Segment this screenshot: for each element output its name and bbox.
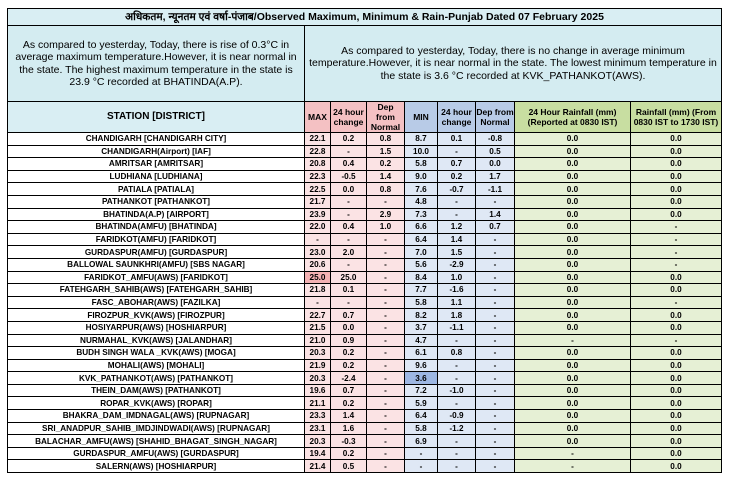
max-change: -0.5	[331, 170, 367, 183]
rain-day: 0.0	[631, 447, 722, 460]
max-temp: 20.3	[305, 372, 331, 385]
min-dep: 0.5	[476, 145, 515, 158]
rain-day: 0.0	[631, 410, 722, 423]
max-dep: -	[367, 397, 405, 410]
max-change: -	[331, 195, 367, 208]
table-row	[8, 208, 722, 221]
min-dep: -	[476, 384, 515, 397]
station-name: FASC_ABOHAR(AWS) [FAZILKA]	[8, 296, 305, 309]
max-dep: -	[367, 271, 405, 284]
min-temp: 6.6	[405, 221, 438, 234]
rain-day: -	[631, 296, 722, 309]
max-change: 0.0	[331, 183, 367, 196]
max-dep: 1.5	[367, 145, 405, 158]
min-dep: -	[476, 195, 515, 208]
max-change: 0.7	[331, 384, 367, 397]
max-temp: 21.1	[305, 397, 331, 410]
column-header-row	[8, 102, 722, 133]
min-dep: 1.4	[476, 208, 515, 221]
table-row	[8, 133, 722, 146]
min-temp: -	[405, 460, 438, 473]
min-dep: 1.7	[476, 170, 515, 183]
max-temp: 20.3	[305, 347, 331, 360]
header-max-change: 24 hour change	[331, 102, 367, 133]
max-dep: -	[367, 246, 405, 259]
rain-day: 0.0	[631, 183, 722, 196]
min-change: 1.8	[438, 309, 476, 322]
max-temp: 22.7	[305, 309, 331, 322]
min-temp: 4.8	[405, 195, 438, 208]
max-change: 0.4	[331, 158, 367, 171]
min-temp: 9.0	[405, 170, 438, 183]
rain-24h: 0.0	[515, 435, 631, 448]
min-temp: 5.8	[405, 422, 438, 435]
table-row	[8, 347, 722, 360]
min-dep: -	[476, 309, 515, 322]
min-change: -	[438, 397, 476, 410]
min-dep: -	[476, 347, 515, 360]
max-dep: -	[367, 359, 405, 372]
min-temp: 9.6	[405, 359, 438, 372]
rain-24h: 0.0	[515, 284, 631, 297]
min-temp: 6.1	[405, 347, 438, 360]
station-name: BHATINDA(A.P) [AIRPORT]	[8, 208, 305, 221]
rain-24h: 0.0	[515, 221, 631, 234]
table-row	[8, 422, 722, 435]
min-temp-summary: As compared to yesterday, Today, there is no change in average minimum temperature.However, it is near normal in the state. The lowest minimum temperature in the state is 3.6 °C recorded at KVK_PATHANKOT(AWS).	[305, 26, 722, 102]
table-row	[8, 170, 722, 183]
station-name: CHANDIGARH [CHANDIGARH CITY]	[8, 133, 305, 146]
max-change: -	[331, 258, 367, 271]
max-temp: 21.4	[305, 460, 331, 473]
header-station: STATION [DISTRICT]	[8, 102, 305, 133]
max-dep: -	[367, 296, 405, 309]
min-change: -1.1	[438, 321, 476, 334]
station-name: FARIDKOT_AMFU(AWS) [FARIDKOT]	[8, 271, 305, 284]
table-row	[8, 284, 722, 297]
report-title: अधिकतम, न्यूनतम एवं वर्षा-पंजाब/Observed Maximum, Minimum & Rain-Punjab Dated 07 February 2025	[8, 9, 722, 26]
max-dep: -	[367, 460, 405, 473]
max-temp: 22.8	[305, 145, 331, 158]
rain-day: 0.0	[631, 435, 722, 448]
min-change: -	[438, 460, 476, 473]
max-dep: -	[367, 347, 405, 360]
rain-24h: 0.0	[515, 195, 631, 208]
rain-24h: 0.0	[515, 158, 631, 171]
min-change: 1.0	[438, 271, 476, 284]
max-change: -0.3	[331, 435, 367, 448]
min-change: 0.8	[438, 347, 476, 360]
station-name: FARIDKOT(AMFU) [FARIDKOT]	[8, 233, 305, 246]
min-dep: -	[476, 397, 515, 410]
min-change: 0.1	[438, 133, 476, 146]
min-dep: -	[476, 422, 515, 435]
header-rain-day: Rainfall (mm) (From 0830 IST to 1730 IST)	[631, 102, 722, 133]
max-dep: 0.2	[367, 158, 405, 171]
rain-24h: 0.0	[515, 170, 631, 183]
max-dep: -	[367, 233, 405, 246]
max-dep: 1.0	[367, 221, 405, 234]
max-dep: -	[367, 284, 405, 297]
min-change: 0.2	[438, 170, 476, 183]
max-temp: 21.7	[305, 195, 331, 208]
station-name: PATHANKOT [PATHANKOT]	[8, 195, 305, 208]
min-change: -0.7	[438, 183, 476, 196]
min-dep: -	[476, 233, 515, 246]
table-row	[8, 258, 722, 271]
station-name: HOSIYARPUR(AWS) [HOSHIARPUR]	[8, 321, 305, 334]
min-dep: -	[476, 372, 515, 385]
min-dep: -	[476, 410, 515, 423]
min-dep: -	[476, 271, 515, 284]
station-name: BALLOWAL SAUNKHRI(AMFU) [SBS NAGAR]	[8, 258, 305, 271]
rain-day: -	[631, 233, 722, 246]
min-change: 1.5	[438, 246, 476, 259]
table-row	[8, 372, 722, 385]
max-temp: 22.3	[305, 170, 331, 183]
rain-day: 0.0	[631, 145, 722, 158]
rain-day: 0.0	[631, 158, 722, 171]
min-change: -	[438, 359, 476, 372]
min-dep: -	[476, 296, 515, 309]
max-change: 0.2	[331, 397, 367, 410]
max-temp: 22.0	[305, 221, 331, 234]
max-temp: 23.0	[305, 246, 331, 259]
table-row	[8, 321, 722, 334]
rain-24h: 0.0	[515, 372, 631, 385]
header-min: MIN	[405, 102, 438, 133]
table-row	[8, 435, 722, 448]
min-temp: 5.6	[405, 258, 438, 271]
max-change: 0.2	[331, 447, 367, 460]
min-change: -1.2	[438, 422, 476, 435]
rain-24h: -	[515, 460, 631, 473]
max-temp: 23.9	[305, 208, 331, 221]
max-change: 0.5	[331, 460, 367, 473]
station-name: CHANDIGARH(Airport) [IAF]	[8, 145, 305, 158]
rain-24h: -	[515, 334, 631, 347]
min-temp: 7.2	[405, 384, 438, 397]
min-change: -1.6	[438, 284, 476, 297]
table-row	[8, 410, 722, 423]
table-row	[8, 359, 722, 372]
table-row	[8, 334, 722, 347]
min-temp: 8.4	[405, 271, 438, 284]
min-temp: 6.4	[405, 410, 438, 423]
rain-24h: 0.0	[515, 410, 631, 423]
min-change: -1.0	[438, 384, 476, 397]
min-temp: 3.6	[405, 372, 438, 385]
station-name: GURDASPUR(AMFU) [GURDASPUR]	[8, 246, 305, 259]
table-row	[8, 158, 722, 171]
table-row	[8, 271, 722, 284]
station-name: NURMAHAL_KVK(AWS) [JALANDHAR]	[8, 334, 305, 347]
min-dep: -	[476, 284, 515, 297]
rain-24h: 0.0	[515, 258, 631, 271]
max-temp-summary: As compared to yesterday, Today, there is rise of 0.3°C in average maximum temperature.However, it is near normal in the state. The highest maximum temperature in the state is 23.9 °C recorded at BHATINDA(A.P).	[8, 26, 305, 102]
max-temp: 21.9	[305, 359, 331, 372]
rain-24h: 0.0	[515, 246, 631, 259]
rain-24h: 0.0	[515, 359, 631, 372]
min-dep: 0.7	[476, 221, 515, 234]
rain-day: 0.0	[631, 460, 722, 473]
min-temp: 5.9	[405, 397, 438, 410]
max-dep: -	[367, 321, 405, 334]
min-dep: -	[476, 321, 515, 334]
max-temp: 23.3	[305, 410, 331, 423]
station-name: GURDASPUR_AMFU(AWS) [GURDASPUR]	[8, 447, 305, 460]
table-row	[8, 397, 722, 410]
min-temp: 5.8	[405, 296, 438, 309]
max-temp: 25.0	[305, 271, 331, 284]
max-change: 1.6	[331, 422, 367, 435]
table-row	[8, 195, 722, 208]
max-change: 1.4	[331, 410, 367, 423]
rain-day: 0.0	[631, 372, 722, 385]
header-max-dep: Dep from Normal	[367, 102, 405, 133]
max-dep: -	[367, 447, 405, 460]
min-change: -	[438, 334, 476, 347]
station-name: ROPAR_KVK(AWS) [ROPAR]	[8, 397, 305, 410]
rain-24h: 0.0	[515, 296, 631, 309]
rain-24h: 0.0	[515, 233, 631, 246]
max-dep: -	[367, 422, 405, 435]
rain-day: -	[631, 246, 722, 259]
max-temp: 20.6	[305, 258, 331, 271]
rain-day: 0.0	[631, 195, 722, 208]
max-temp: 19.4	[305, 447, 331, 460]
min-temp: 4.7	[405, 334, 438, 347]
max-dep: 0.8	[367, 183, 405, 196]
max-change: 25.0	[331, 271, 367, 284]
table-row	[8, 145, 722, 158]
min-dep: -	[476, 435, 515, 448]
max-change: 0.2	[331, 359, 367, 372]
station-name: SALERN(AWS) [HOSHIARPUR]	[8, 460, 305, 473]
header-max: MAX	[305, 102, 331, 133]
min-change: -	[438, 195, 476, 208]
rain-24h: -	[515, 447, 631, 460]
max-dep: -	[367, 334, 405, 347]
rain-day: 0.0	[631, 271, 722, 284]
min-change: -	[438, 208, 476, 221]
max-change: 0.4	[331, 221, 367, 234]
min-change: -	[438, 145, 476, 158]
rain-day: -	[631, 221, 722, 234]
table-row	[8, 447, 722, 460]
min-temp: 5.8	[405, 158, 438, 171]
max-dep: -	[367, 195, 405, 208]
table-row	[8, 221, 722, 234]
station-name: BHATINDA(AMFU) [BHATINDA]	[8, 221, 305, 234]
max-dep: -	[367, 258, 405, 271]
station-name: PATIALA [PATIALA]	[8, 183, 305, 196]
station-name: SRI_ANADPUR_SAHIB_IMDJINDWADI(AWS) [RUPNAGAR]	[8, 422, 305, 435]
min-change: -	[438, 447, 476, 460]
min-temp: 6.4	[405, 233, 438, 246]
max-temp: 21.5	[305, 321, 331, 334]
min-change: -	[438, 372, 476, 385]
min-temp: 7.7	[405, 284, 438, 297]
max-dep: -	[367, 309, 405, 322]
min-temp: 8.7	[405, 133, 438, 146]
rain-24h: 0.0	[515, 347, 631, 360]
weather-report	[7, 8, 721, 473]
rain-day: 0.0	[631, 359, 722, 372]
table-row	[8, 309, 722, 322]
min-temp: 3.7	[405, 321, 438, 334]
rain-24h: 0.0	[515, 321, 631, 334]
min-temp: 7.6	[405, 183, 438, 196]
max-change: 2.0	[331, 246, 367, 259]
station-name: THEIN_DAM(AWS) [PATHANKOT]	[8, 384, 305, 397]
table-row	[8, 296, 722, 309]
min-temp: 6.9	[405, 435, 438, 448]
min-dep: -0.8	[476, 133, 515, 146]
table-row	[8, 246, 722, 259]
min-temp: -	[405, 447, 438, 460]
max-dep: -	[367, 435, 405, 448]
min-change: -0.9	[438, 410, 476, 423]
station-name: AMRITSAR [AMRITSAR]	[8, 158, 305, 171]
rain-day: 0.0	[631, 133, 722, 146]
max-change: -	[331, 296, 367, 309]
rain-24h: 0.0	[515, 208, 631, 221]
min-temp: 7.0	[405, 246, 438, 259]
min-temp: 10.0	[405, 145, 438, 158]
max-change: -	[331, 233, 367, 246]
max-temp: -	[305, 233, 331, 246]
min-dep: -	[476, 246, 515, 259]
rain-24h: 0.0	[515, 183, 631, 196]
rain-24h: 0.0	[515, 397, 631, 410]
max-change: 0.2	[331, 133, 367, 146]
rain-24h: 0.0	[515, 133, 631, 146]
header-min-change: 24 hour change	[438, 102, 476, 133]
rain-day: 0.0	[631, 208, 722, 221]
rain-day: 0.0	[631, 397, 722, 410]
station-name: BALACHAR_AMFU(AWS) [SHAHID_BHAGAT_SINGH_NAGAR]	[8, 435, 305, 448]
max-temp: 21.8	[305, 284, 331, 297]
max-dep: 2.9	[367, 208, 405, 221]
station-name: LUDHIANA [LUDHIANA]	[8, 170, 305, 183]
min-change: 1.1	[438, 296, 476, 309]
min-temp: 7.3	[405, 208, 438, 221]
rain-24h: 0.0	[515, 422, 631, 435]
table-row	[8, 233, 722, 246]
rain-day: 0.0	[631, 309, 722, 322]
min-dep: 0.0	[476, 158, 515, 171]
min-change: -2.9	[438, 258, 476, 271]
rain-day: 0.0	[631, 170, 722, 183]
min-temp: 8.2	[405, 309, 438, 322]
max-temp: 23.1	[305, 422, 331, 435]
max-temp: 19.6	[305, 384, 331, 397]
max-dep: -	[367, 372, 405, 385]
rain-24h: 0.0	[515, 309, 631, 322]
max-change: -2.4	[331, 372, 367, 385]
max-temp: -	[305, 296, 331, 309]
min-change: 1.2	[438, 221, 476, 234]
rain-day: 0.0	[631, 422, 722, 435]
min-dep: -	[476, 258, 515, 271]
header-min-dep: Dep from Normal	[476, 102, 515, 133]
min-dep: -	[476, 447, 515, 460]
station-name: FIROZPUR_KVK(AWS) [FIROZPUR]	[8, 309, 305, 322]
min-change: 0.7	[438, 158, 476, 171]
max-change: -	[331, 208, 367, 221]
station-name: BUDH SINGH WALA _KVK(AWS) [MOGA]	[8, 347, 305, 360]
max-temp: 21.0	[305, 334, 331, 347]
rain-day: -	[631, 258, 722, 271]
max-temp: 22.5	[305, 183, 331, 196]
table-row	[8, 460, 722, 473]
max-change: 0.9	[331, 334, 367, 347]
min-dep: -	[476, 334, 515, 347]
rain-day: 0.0	[631, 284, 722, 297]
max-change: 0.2	[331, 347, 367, 360]
max-change: 0.1	[331, 284, 367, 297]
max-change: 0.7	[331, 309, 367, 322]
min-change: -	[438, 435, 476, 448]
rain-24h: 0.0	[515, 145, 631, 158]
max-dep: -	[367, 384, 405, 397]
min-change: 1.4	[438, 233, 476, 246]
header-rain-24h: 24 Hour Rainfall (mm) (Reported at 0830 IST)	[515, 102, 631, 133]
max-dep: -	[367, 410, 405, 423]
rain-24h: 0.0	[515, 384, 631, 397]
max-change: -	[331, 145, 367, 158]
max-change: 0.0	[331, 321, 367, 334]
min-dep: -	[476, 359, 515, 372]
station-name: FATEHGARH_SAHIB(AWS) [FATEHGARH_SAHIB]	[8, 284, 305, 297]
max-temp: 22.1	[305, 133, 331, 146]
observation-table	[7, 8, 722, 473]
table-row	[8, 384, 722, 397]
rain-24h: 0.0	[515, 271, 631, 284]
rain-day: 0.0	[631, 384, 722, 397]
max-temp: 20.3	[305, 435, 331, 448]
max-dep: 0.8	[367, 133, 405, 146]
rain-day: -	[631, 334, 722, 347]
station-name: KVK_PATHANKOT(AWS) [PATHANKOT]	[8, 372, 305, 385]
rain-day: 0.0	[631, 321, 722, 334]
station-name: BHAKRA_DAM_IMDNAGAL(AWS) [RUPNAGAR]	[8, 410, 305, 423]
rain-day: 0.0	[631, 347, 722, 360]
min-dep: -	[476, 460, 515, 473]
station-name: MOHALI(AWS) [MOHALI]	[8, 359, 305, 372]
min-dep: -1.1	[476, 183, 515, 196]
max-dep: 1.4	[367, 170, 405, 183]
table-row	[8, 183, 722, 196]
max-temp: 20.8	[305, 158, 331, 171]
